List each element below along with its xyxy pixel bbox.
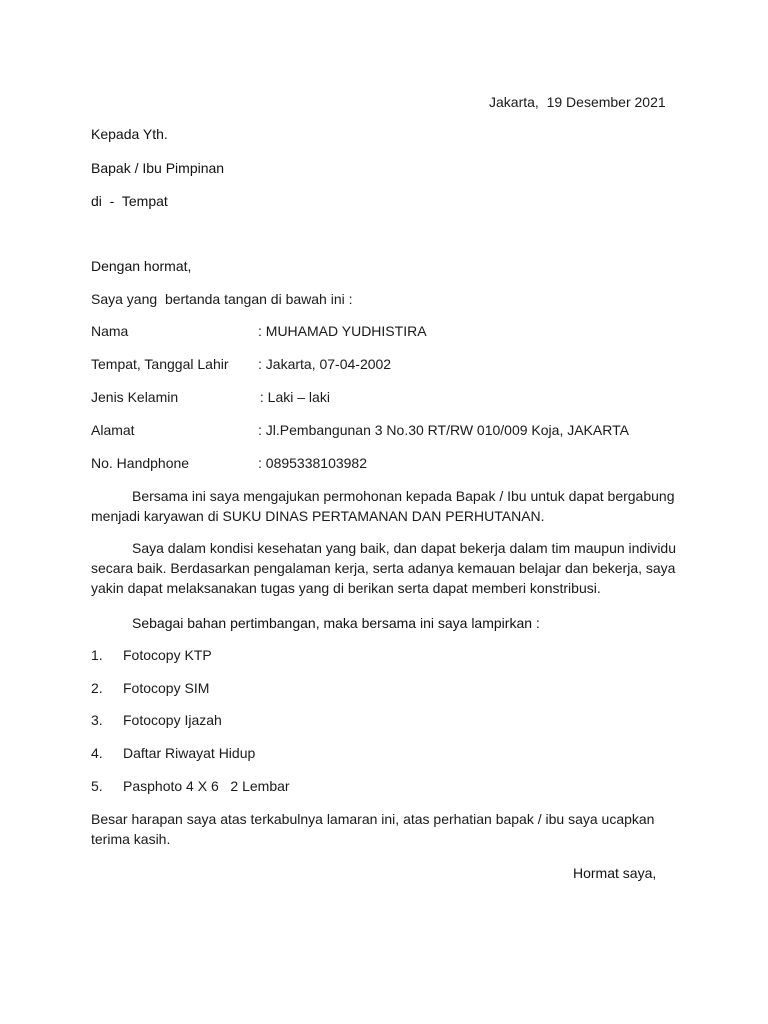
identity-value-address: : Jl.Pembangunan 3 No.30 RT/RW 010/009 Koja, JAKARTA (258, 422, 629, 438)
identity-label-address: Alamat (91, 422, 135, 438)
identity-value-birth: : Jakarta, 07-04-2002 (258, 356, 392, 372)
place-date: Jakarta, 19 Desember 2021 (489, 94, 666, 110)
attachments-intro: Sebagai bahan pertimbangan, maka bersama ini saya lampirkan : (132, 615, 540, 631)
attachment-number: 4. (91, 745, 103, 761)
paragraph-qualifications-text: Saya dalam kondisi kesehatan yang baik, dan dapat bekerja dalam tim maupun individu secara baik. Berdasarkan pengalaman kerja, serta adanya kemauan belajar dan bekerja, saya yakin dapat melaksanakan tugas yang di berikan serta dapat memberi konstribusi. (91, 540, 677, 596)
paragraph-application (91, 486, 681, 526)
attachment-number: 5. (91, 778, 103, 794)
signoff: Hormat saya, (573, 865, 657, 881)
recipient-line-3: di - Tempat (91, 193, 168, 209)
identity-label-name: Nama (91, 323, 129, 339)
attachment-number: 3. (91, 712, 103, 728)
recipient-line-2: Bapak / Ibu Pimpinan (91, 160, 225, 176)
identity-value-gender: : Laki – laki (256, 389, 330, 405)
attachment-item: Daftar Riwayat Hidup (123, 745, 256, 761)
attachment-item: Fotocopy KTP (123, 647, 212, 663)
intro-text: Saya yang bertanda tangan di bawah ini : (91, 291, 353, 307)
attachment-item: Fotocopy Ijazah (123, 712, 222, 728)
greeting: Dengan hormat, (91, 258, 192, 274)
identity-label-birth: Tempat, Tanggal Lahir (91, 356, 229, 372)
paragraph-application-text: Bersama ini saya mengajukan permohonan kepada Bapak / Ibu untuk dapat bergabung menjadi karyawan di SUKU DINAS PERTAMANAN DAN PERHUTANAN. (91, 488, 675, 524)
recipient-line-1: Kepada Yth. (91, 126, 168, 142)
paragraph-qualifications (91, 538, 681, 598)
attachment-item: Fotocopy SIM (123, 680, 210, 696)
attachment-number: 2. (91, 680, 103, 696)
identity-label-phone: No. Handphone (91, 455, 190, 471)
identity-label-gender: Jenis Kelamin (91, 389, 179, 405)
identity-value-phone: : 0895338103982 (258, 455, 367, 471)
closing-paragraph: Besar harapan saya atas terkabulnya lamaran ini, atas perhatian bapak / ibu saya ucapkan terima kasih. (91, 811, 655, 847)
attachment-number: 1. (91, 647, 103, 663)
attachment-item: Pasphoto 4 X 6 2 Lembar (123, 778, 290, 794)
identity-value-name: : MUHAMAD YUDHISTIRA (258, 323, 427, 339)
